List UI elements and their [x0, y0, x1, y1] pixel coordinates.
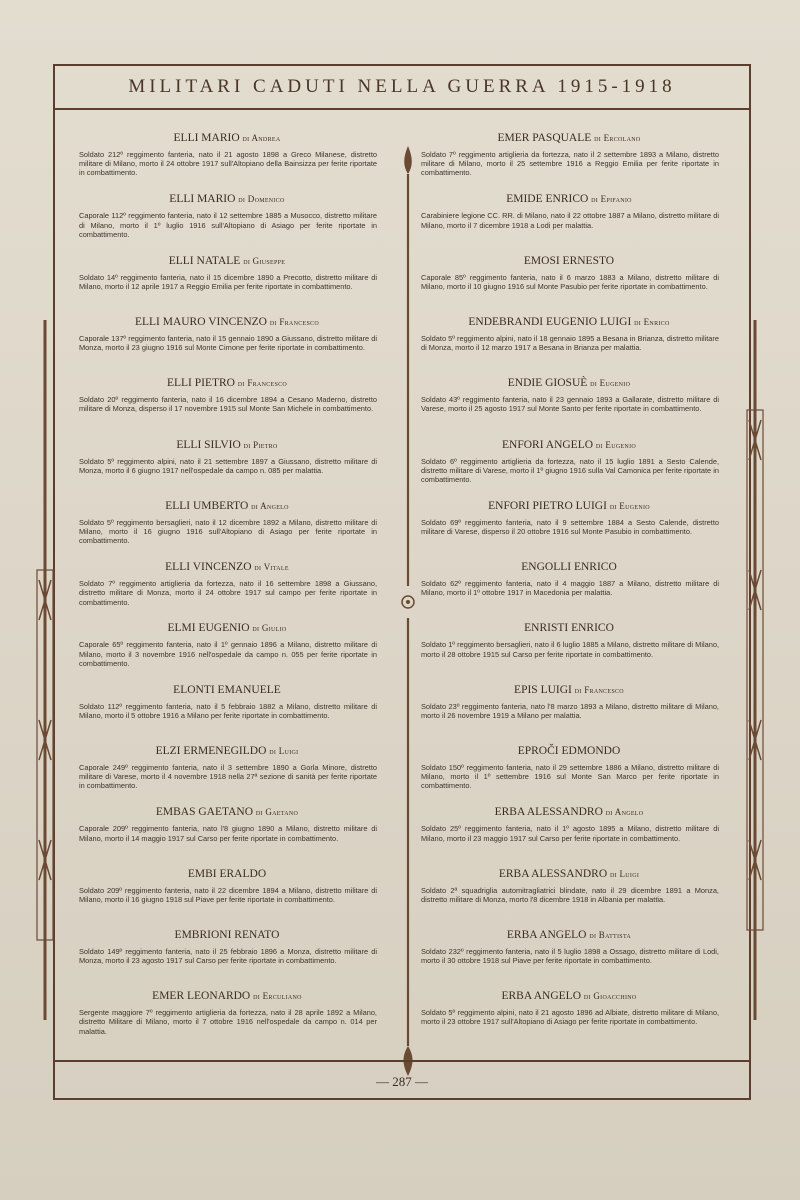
- entry: [77, 684, 377, 720]
- entry-surname: ELLI UMBERTO: [165, 499, 249, 512]
- entry: [419, 316, 719, 352]
- entry-description: Soldato 5º reggimento alpini, nato il 18 gennaio 1895 a Besana in Brianza, distretto militare di Monza, morto il 12 marzo 1917 a Besana in Brianza per malattia.: [421, 333, 719, 353]
- entry: [419, 868, 719, 904]
- entry: [77, 500, 377, 546]
- entry: [419, 500, 719, 536]
- entry-name: [419, 132, 719, 144]
- entry-patronymic: di Luigi: [610, 868, 640, 879]
- entry-description: Soldato 14º reggimento fanteria, nato il 15 dicembre 1890 a Precotto, distretto militare di Milano, morto il 12 aprile 1917 a Reggio Emilia per ferite riportate in combattimento.: [79, 272, 377, 291]
- entry-patronymic: di Francesco: [237, 378, 288, 389]
- entry-name: [419, 193, 719, 205]
- entry-name: [419, 377, 719, 389]
- entry-name: [419, 316, 719, 328]
- entry-patronymic: di Enrico: [634, 316, 670, 327]
- entry-patronymic: di Gaetano: [255, 807, 299, 818]
- entry-patronymic: di Francesco: [574, 684, 624, 695]
- entry-description: Carabiniere legione CC. RR. di Milano, nato il 22 ottobre 1887 a Milano, distretto militare di Milano, morto il 7 dicembre 1918 a Lodi per malattia.: [421, 211, 719, 230]
- entry: [77, 929, 377, 965]
- entry-surname: ENRISTI ENRICO: [524, 622, 614, 635]
- entry-name: [77, 806, 377, 818]
- entry: [419, 255, 719, 291]
- entry-description: Soldato 7º reggimento artiglieria da fortezza, nato il 2 settembre 1893 a Milano, distretto militare di Milano, morto il 25 settembre 1916 a Reggio Emilia per ferite riportate in combattimento.: [421, 150, 719, 178]
- entry: [419, 439, 719, 485]
- entry-surname: ENFORI ANGELO: [502, 438, 594, 451]
- entry-description: Soldato 5º reggimento alpini, nato il 21 settembre 1897 a Giussano, distretto militare di Monza, morto il 6 giugno 1917 nell'ospedale da campo n. 085 per malattia.: [79, 456, 377, 475]
- entry-surname: ERBA ALESSANDRO: [498, 867, 608, 880]
- entry-surname: ENFORI PIETRO LUIGI: [488, 499, 607, 512]
- entry-description: Soldato 212º reggimento fanteria, nato il 21 agosto 1898 a Greco Milanese, distretto militare di Milano, morto il 24 ottobre 1917 sull'Altopiano della Bainsizza per ferite riportate in combattimento.: [79, 150, 377, 178]
- entry-name: [419, 990, 719, 1002]
- entry-surname: EMBAS GAETANO: [155, 806, 253, 819]
- entry-patronymic: di Eugenio: [609, 500, 650, 511]
- entry-surname: ELMI EUGENIO: [167, 622, 250, 635]
- entry: [419, 684, 719, 720]
- entry-name: [77, 622, 377, 634]
- entry-surname: ELLI PIETRO: [166, 377, 235, 390]
- entry: [419, 132, 719, 178]
- entry-name: [77, 377, 377, 389]
- entry: [77, 255, 377, 291]
- entry-patronymic: di Eugenio: [590, 378, 631, 389]
- entry-surname: EMER LEONARDO: [152, 990, 251, 1003]
- entry-surname: EMIDE ENRICO: [506, 193, 589, 206]
- entry-description: Soldato 5º reggimento alpini, nato il 21 agosto 1896 ad Albiate, distretto militare di Milano, morto il 23 ottobre 1917 sull'Altopiano di Asiago per ferite riportate in combattimento.: [421, 1008, 719, 1027]
- entry: [419, 806, 719, 842]
- entry-description: Soldato 2ª squadriglia automitragliatrici blindate, nato il 29 dicembre 1891 a Monza, distretto militare di Monza, morto l'8 dicembre 1918 in Albania per malattia.: [421, 885, 719, 904]
- entry-surname: ELLI VINCENZO: [165, 561, 252, 574]
- entry-description: Soldato 112º reggimento fanteria, nato il 5 febbraio 1882 a Milano, distretto militare di Milano, morto il 5 ottobre 1916 a Milano per ferite riportate in combattimento.: [79, 701, 377, 720]
- entry: [77, 316, 377, 352]
- page-title: MILITARI CADUTI NELLA GUERRA 1915-1918: [128, 76, 676, 97]
- entry-description: Soldato 232º reggimento fanteria, nato il 5 luglio 1898 a Ossago, distretto militare di Lodi, morto il 30 ottobre 1918 sul Piave per ferite riportate in combattimento.: [421, 946, 719, 966]
- entry-name: [77, 500, 377, 512]
- page-number: — 287 —: [376, 1074, 428, 1089]
- entry-patronymic: di Eugenio: [595, 439, 636, 450]
- entry-surname: EMBRIONI RENATO: [174, 928, 280, 941]
- entry-surname: ENDEBRANDI EUGENIO LUIGI: [468, 315, 632, 328]
- entry-description: Caporale 85º reggimento fanteria, nato il 6 marzo 1883 a Milano, distretto militare di Milano, morto il 10 giugno 1916 sul Monte Pasubio per ferite riportate in combattimento.: [421, 272, 719, 291]
- entry-patronymic: di Giulio: [252, 623, 287, 634]
- entry-patronymic: di Luigi: [269, 746, 299, 756]
- entry-patronymic: di Pietro: [243, 439, 278, 450]
- entry-name: [77, 990, 377, 1002]
- entry-name: [77, 561, 377, 573]
- entry-surname: EPROČI EDMONDO: [517, 745, 621, 757]
- entry-surname: EPIS LUIGI: [514, 683, 572, 696]
- entry-name: [419, 868, 719, 880]
- left-fasces-ornament: [34, 320, 56, 1020]
- entry-name: [77, 132, 377, 144]
- entry-patronymic: di Francesco: [269, 316, 320, 327]
- entry-surname: EMER PASQUALE: [497, 132, 592, 144]
- entry-name: [77, 439, 377, 451]
- entry-surname: EMOSI ERNESTO: [523, 254, 615, 267]
- entry: [419, 745, 719, 791]
- entry-name: [419, 622, 719, 634]
- entry-description: Caporale 249º reggimento fanteria, nato il 3 settembre 1890 a Gorla Minore, distretto militare di Varese, morto il 4 novembre 1918 nella 27ª sezione di sanità per ferite riportate in combattimento.: [79, 763, 377, 791]
- entry: [77, 868, 377, 904]
- entry: [77, 622, 377, 668]
- entry-description: Caporale 112º reggimento fanteria, nato il 12 settembre 1885 a Musocco, distretto militare di Milano, morto il 1º luglio 1916 sull'Altopiano di Asiago per ferite riportate in combattimento.: [79, 211, 377, 239]
- entry-name: [419, 806, 719, 818]
- entry-name: [77, 316, 377, 328]
- entry-patronymic: di Andrea: [242, 133, 281, 143]
- entry-name: [419, 500, 719, 512]
- entry-name: [419, 255, 719, 267]
- entry-description: Soldato 5º reggimento bersaglieri, nato il 12 dicembre 1892 a Milano, distretto militare di Milano, morto il 16 giugno 1916 sull'Altopiano di Asiago per ferite riportate in combattimento.: [79, 517, 377, 546]
- entry-description: Soldato 6º reggimento artiglieria da fortezza, nato il 15 luglio 1891 a Sesto Calende, distretto militare di Varese, morto il 1º giugno 1916 sulla Val Camonica per ferite riportate in combattimento.: [421, 456, 719, 484]
- entry: [77, 990, 377, 1036]
- entry-description: Soldato 23º reggimento fanteria, nato l'8 marzo 1893 a Milano, distretto militare di Milano, morto il 26 novembre 1919 a Milano per malattia.: [421, 701, 719, 720]
- entry-surname: ELZI ERMENEGILDO: [155, 745, 267, 757]
- entry-description: Soldato 43º reggimento fanteria, nato il 23 gennaio 1893 a Gallarate, distretto militare di Varese, morto il 25 agosto 1917 sul Monte Santo per ferite riportate in combattimento.: [421, 395, 719, 414]
- entry-name: [419, 684, 719, 696]
- entry: [77, 193, 377, 239]
- entry-surname: ERBA ANGELO: [506, 928, 587, 941]
- footer-rule: [55, 1060, 749, 1062]
- entry-description: Soldato 1º reggimento bersaglieri, nato il 6 luglio 1885 a Milano, distretto militare di Milano, morto il 28 ottobre 1915 sul Carso per ferite riportate in combattimento.: [421, 640, 719, 659]
- entry: [419, 193, 719, 229]
- entry: [419, 929, 719, 965]
- entry-name: [77, 684, 377, 696]
- entry: [77, 745, 377, 791]
- entry-patronymic: di Giuseppe: [243, 255, 286, 266]
- entry-description: Soldato 149º reggimento fanteria, nato il 25 febbraio 1896 a Monza, distretto militare di Monza, morto il 23 agosto 1917 sul Carso per ferite riportate in combattimento.: [79, 946, 377, 966]
- entry: [419, 561, 719, 597]
- entry-description: Soldato 62º reggimento fanteria, nato il 4 maggio 1887 a Milano, distretto militare di Milano, morto il 1º ottobre 1917 in Macedonia per malattia.: [421, 579, 719, 598]
- entry-name: [77, 868, 377, 880]
- entry-patronymic: di Gioacchino: [583, 991, 637, 1002]
- entry-patronymic: di Vitale: [254, 562, 289, 573]
- entry-name: [77, 929, 377, 941]
- entry-surname: ERBA ANGELO: [501, 990, 581, 1003]
- entry-description: Soldato 20º reggimento fanteria, nato il 16 dicembre 1894 a Cesano Maderno, distretto militare di Monza, disperso il 17 novembre 1915 sul Monte San Michele in combattimento.: [79, 395, 377, 414]
- entry-name: [77, 193, 377, 205]
- entry-description: Soldato 25º reggimento fanteria, nato il 1º agosto 1895 a Milano, distretto militare di Milano, morto il 23 maggio 1917 sul Carso per ferite riportate in combattimento.: [421, 824, 719, 843]
- header: [55, 66, 749, 110]
- entry-patronymic: di Epifanio: [591, 194, 632, 205]
- entry-patronymic: di Angelo: [605, 807, 644, 818]
- entry-description: Caporale 137º reggimento fanteria, nato il 15 gennaio 1890 a Giussano, distretto militare di Monza, morto il 23 giugno 1916 sul Monte Cimone per ferite riportate in combattimento.: [79, 333, 377, 353]
- entry-patronymic: di Angelo: [251, 500, 289, 511]
- entry-patronymic: di Ercolano: [594, 133, 641, 143]
- entry-surname: ERBA ALESSANDRO: [494, 806, 603, 819]
- entry-surname: ELONTI EMANUELE: [173, 683, 281, 696]
- page-frame: [53, 64, 751, 1100]
- entry-name: [419, 439, 719, 451]
- entry: [419, 622, 719, 658]
- entry-patronymic: di Battista: [589, 929, 632, 940]
- entry: [419, 377, 719, 413]
- entry-description: Soldato 7º reggimento artiglieria da fortezza, nato il 16 settembre 1898 a Giussano, distretto militare di Monza, morto il 24 ottobre 1917 sul campo per ferite riportate in combattimento.: [79, 579, 377, 607]
- entry-name: [419, 745, 719, 757]
- entry-name: [77, 255, 377, 267]
- entry-name: [419, 561, 719, 573]
- entry-description: Soldato 209º reggimento fanteria, nato il 22 dicembre 1894 a Milano, distretto militare di Milano, morto il 16 giugno 1918 sul Piave per ferite riportate in combattimento.: [79, 885, 377, 904]
- entry-surname: ENDIE GIOSUÈ: [507, 377, 588, 390]
- entry-name: [419, 929, 719, 941]
- entry-description: Sergente maggiore 7º reggimento artiglieria da fortezza, nato il 28 aprile 1892 a Milano, distretto Militare di Milano, morto il 7 ottobre 1916 nell'ospedale da campo n. 014 per malattia.: [79, 1008, 377, 1036]
- entry: [77, 806, 377, 842]
- entry: [77, 132, 377, 178]
- entry-surname: ELLI NATALE: [168, 254, 241, 267]
- entry-patronymic: di Erculiano: [253, 991, 302, 1002]
- entry-surname: ENGOLLI ENRICO: [521, 561, 617, 574]
- entry-name: [77, 745, 377, 757]
- entry-surname: EMBI ERALDO: [187, 867, 267, 880]
- entry: [419, 990, 719, 1026]
- entry-description: Caporale 65º reggimento fanteria, nato il 1º gennaio 1896 a Milano, distretto militare di Milano, morto il 3 novembre 1916 nell'ospedale da campo n. 055 per ferite riportate in combattimento.: [79, 640, 377, 668]
- entry-patronymic: di Domenico: [238, 194, 285, 205]
- entry-surname: ELLI MARIO: [169, 193, 236, 206]
- entry: [77, 561, 377, 607]
- entry-surname: ELLI MARIO: [173, 132, 240, 144]
- entry-description: Soldato 150º reggimento fanteria, nato il 29 settembre 1886 a Milano, distretto militare di Milano, morto il 1º settembre 1916 sul Monte San Marco per ferite riportate in combattimento.: [421, 763, 719, 791]
- center-divider-ornament: [401, 146, 415, 1076]
- entry: [77, 377, 377, 413]
- right-fasces-ornament: [744, 320, 766, 1020]
- entry-surname: ELLI MAURO VINCENZO: [134, 315, 267, 328]
- entry-surname: ELLI SILVIO: [176, 438, 241, 451]
- entry: [77, 439, 377, 475]
- entry-description: Caporale 209º reggimento fanteria, nato l'8 giugno 1890 a Milano, distretto militare di Milano, morto il 14 maggio 1917 sul Carso per ferite riportate in combattimento.: [79, 824, 377, 843]
- entry-description: Soldato 69º reggimento fanteria, nato il 9 settembre 1884 a Sesto Calende, distretto militare di Varese, disperso il 20 ottobre 1916 sul Monte Pasubio in combattimento.: [421, 517, 719, 536]
